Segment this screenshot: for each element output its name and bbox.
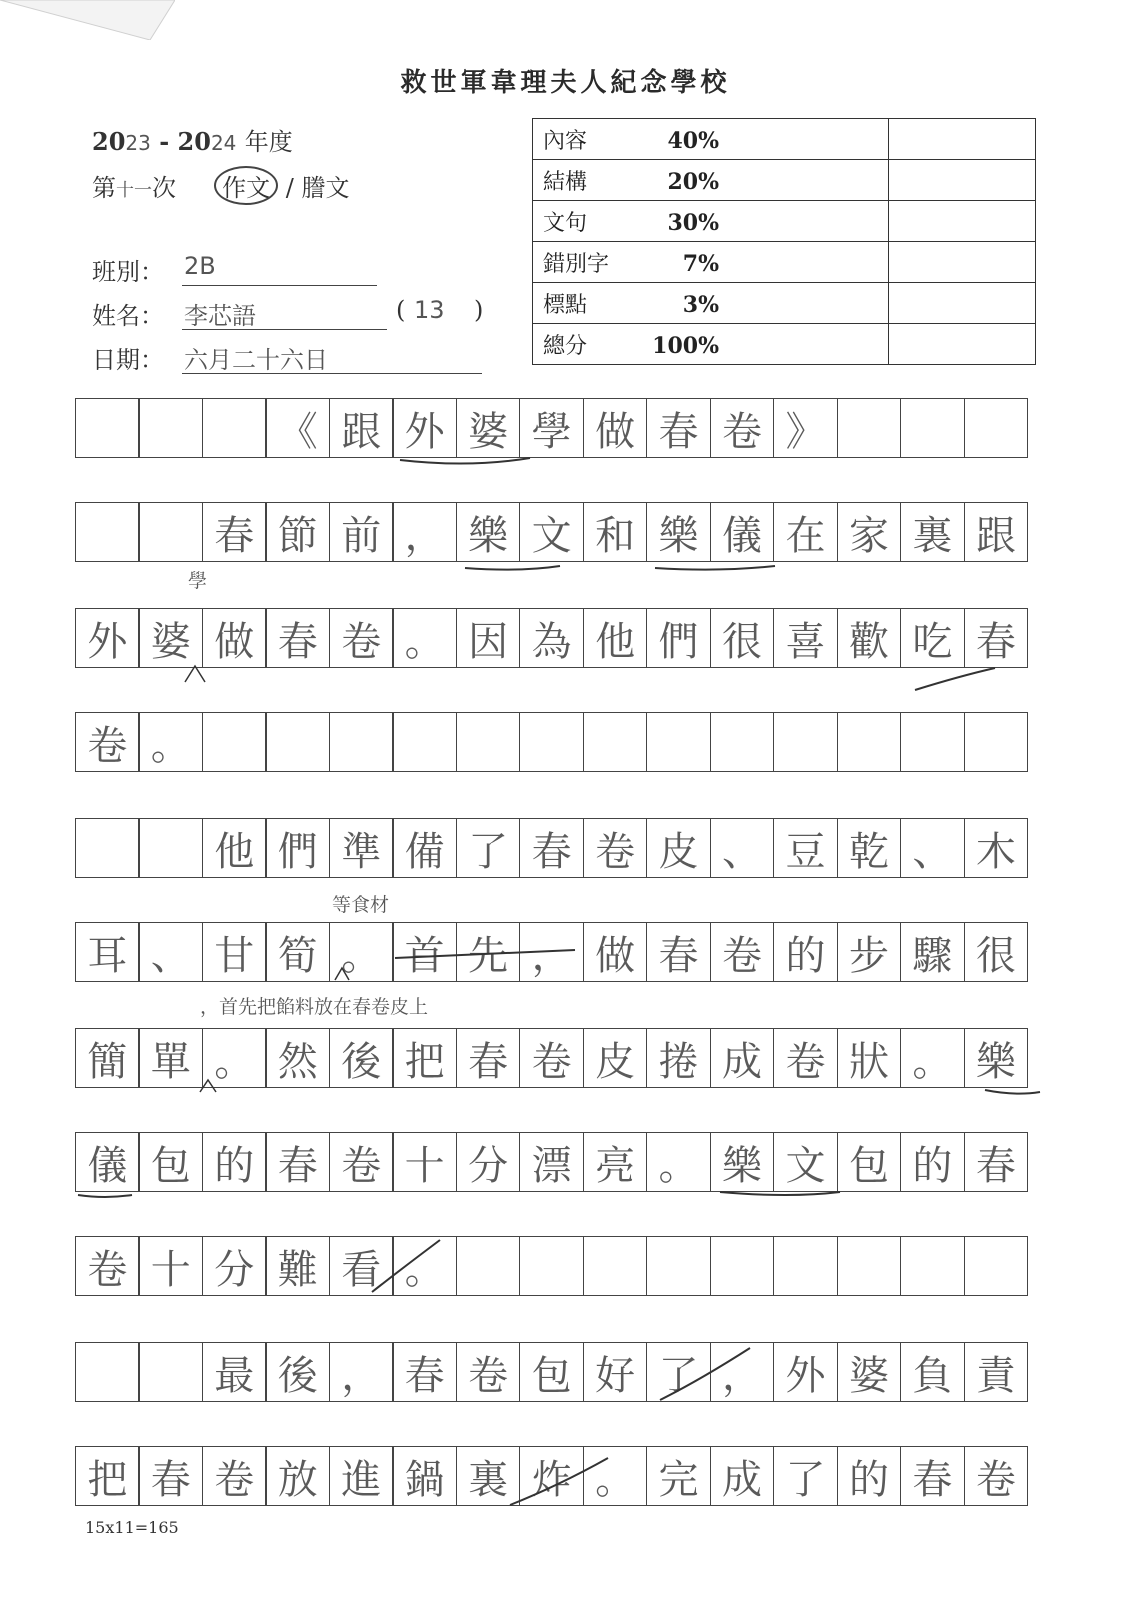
grid-cell	[138, 398, 203, 458]
grid-cell: 春	[964, 1132, 1029, 1192]
grid-row	[75, 1028, 1028, 1088]
grid-cell: 先	[456, 922, 521, 982]
insertion-note-materials: 等食材	[332, 894, 390, 916]
grid-cell	[456, 1236, 521, 1296]
grid-cell: 《	[265, 398, 330, 458]
rubric-row	[533, 324, 1036, 365]
tick-mark	[915, 668, 995, 690]
grid-cell: 最	[202, 1342, 267, 1402]
grid-cell: 卷	[456, 1342, 521, 1402]
underline-mark	[720, 1192, 840, 1195]
grid-cell	[392, 712, 457, 772]
grid-cell: 。	[329, 922, 394, 982]
grid-cell	[583, 712, 648, 772]
grid-cell	[138, 818, 203, 878]
grid-row	[75, 1342, 1028, 1402]
grid-cell: 分	[202, 1236, 267, 1296]
grid-cell: 們	[646, 608, 711, 668]
grid-row	[75, 922, 1028, 982]
grid-cell: 樂	[710, 1132, 775, 1192]
rubric-weight: 40%	[667, 127, 719, 154]
grid-cell: 做	[583, 398, 648, 458]
grid-cell: 儀	[710, 502, 775, 562]
grid-cell: 。	[138, 712, 203, 772]
grid-cell: 好	[583, 1342, 648, 1402]
underline-mark	[400, 458, 530, 464]
grid-cell: 亮	[583, 1132, 648, 1192]
grid-cell: 。	[392, 608, 457, 668]
round-number: 十一	[116, 180, 152, 201]
grid-cell: 十	[138, 1236, 203, 1296]
grid-cell: 後	[329, 1028, 394, 1088]
grid-cell: 卷	[773, 1028, 838, 1088]
grid-cell: 做	[202, 608, 267, 668]
grid-cell: 備	[392, 818, 457, 878]
name-underline	[182, 329, 387, 330]
grid-cell: 看	[329, 1236, 394, 1296]
grid-cell: 樂	[456, 502, 521, 562]
rubric-row	[533, 201, 1036, 242]
grid-cell: 春	[265, 1132, 330, 1192]
grid-cell	[964, 712, 1029, 772]
grid-cell: 很	[964, 922, 1029, 982]
grid-cell: ，	[710, 1342, 775, 1402]
grid-cell: 外	[75, 608, 140, 668]
grid-row	[75, 1236, 1028, 1296]
grid-cell: 卷	[583, 818, 648, 878]
grid-cell	[900, 1236, 965, 1296]
grid-cell	[773, 1236, 838, 1296]
grid-cell: 春	[646, 398, 711, 458]
marking-rubric	[532, 118, 1036, 365]
grid-cell	[837, 398, 902, 458]
date-label: 日期：	[92, 346, 164, 374]
grid-cell: 喜	[773, 608, 838, 668]
grid-cell: 然	[265, 1028, 330, 1088]
underline-mark	[465, 566, 560, 570]
year-end-print: 20	[177, 127, 211, 156]
number-open: (	[396, 296, 406, 324]
grid-cell: 春	[202, 502, 267, 562]
grid-cell	[837, 1236, 902, 1296]
grid-cell: 春	[964, 608, 1029, 668]
name-field	[92, 296, 512, 330]
grid-row	[75, 608, 1028, 668]
type-composition-circled: 作文	[214, 166, 278, 205]
grid-cell	[519, 1236, 584, 1296]
grid-cell	[710, 1236, 775, 1296]
insertion-note-xue: 學	[188, 570, 208, 592]
rubric-score-box	[889, 201, 1036, 242]
grid-cell: 外	[773, 1342, 838, 1402]
grid-cell: 皮	[583, 1028, 648, 1088]
grid-cell: 成	[710, 1446, 775, 1506]
grid-cell: 了	[773, 1446, 838, 1506]
grid-row	[75, 818, 1028, 878]
grid-cell: 和	[583, 502, 648, 562]
grid-cell: 卷	[329, 1132, 394, 1192]
underline-mark	[78, 1195, 132, 1197]
rubric-weight: 7%	[682, 250, 719, 277]
grid-cell: 歡	[837, 608, 902, 668]
number-close: )	[474, 296, 484, 324]
round-suffix: 次	[152, 174, 176, 202]
rubric-score-box	[889, 119, 1036, 160]
grid-cell: 婆	[138, 608, 203, 668]
underline-mark	[985, 1090, 1040, 1094]
grid-cell: 木	[964, 818, 1029, 878]
grid-cell: 婆	[837, 1342, 902, 1402]
class-label: 班別：	[92, 258, 164, 286]
grid-row	[75, 398, 1028, 458]
class-value: 2B	[184, 252, 216, 280]
rubric-score-box	[889, 160, 1036, 201]
grid-cell: 的	[900, 1132, 965, 1192]
grid-cell: 節	[265, 502, 330, 562]
rubric-item	[533, 242, 889, 283]
grid-row	[75, 712, 1028, 772]
grid-cell: 們	[265, 818, 330, 878]
grid-cell: 很	[710, 608, 775, 668]
grid-cell: 進	[329, 1446, 394, 1506]
grid-cell: 鍋	[392, 1446, 457, 1506]
grid-row	[75, 502, 1028, 562]
grid-cell	[265, 712, 330, 772]
grid-cell: 春	[392, 1342, 457, 1402]
grid-cell: 把	[75, 1446, 140, 1506]
grid-cell: 春	[519, 818, 584, 878]
rubric-row	[533, 283, 1036, 324]
rubric-weight: 30%	[667, 209, 719, 236]
grid-cell: 為	[519, 608, 584, 668]
grid-cell: 把	[392, 1028, 457, 1088]
underline-mark	[655, 566, 775, 570]
grid-cell: ，	[392, 502, 457, 562]
grid-cell: 他	[583, 608, 648, 668]
grid-row	[75, 1132, 1028, 1192]
class-underline	[182, 285, 377, 286]
name-label: 姓名：	[92, 302, 164, 330]
grid-cell: 春	[900, 1446, 965, 1506]
grid-cell	[138, 502, 203, 562]
grid-cell: 前	[329, 502, 394, 562]
grid-cell: 、	[710, 818, 775, 878]
rubric-row	[533, 242, 1036, 283]
grid-cell: 卷	[519, 1028, 584, 1088]
grid-cell: 春	[138, 1446, 203, 1506]
grid-cell: 學	[519, 398, 584, 458]
school-year: 2023 - 2024 年度	[92, 127, 293, 156]
grid-cell	[583, 1236, 648, 1296]
rubric-item	[533, 201, 889, 242]
grid-cell: 後	[265, 1342, 330, 1402]
grid-cell	[138, 1342, 203, 1402]
grid-cell: 放	[265, 1446, 330, 1506]
grid-cell: 簡	[75, 1028, 140, 1088]
grid-cell: 樂	[964, 1028, 1029, 1088]
grid-cell: 吃	[900, 608, 965, 668]
rubric-label: 錯別字	[543, 251, 610, 277]
grid-cell: 包	[519, 1342, 584, 1402]
grid-cell	[456, 712, 521, 772]
rubric-item	[533, 119, 889, 160]
grid-cell: 分	[456, 1132, 521, 1192]
grid-cell: 單	[138, 1028, 203, 1088]
grid-cell: 裏	[456, 1446, 521, 1506]
grid-cell	[964, 1236, 1029, 1296]
grid-cell	[710, 712, 775, 772]
rubric-score-box	[889, 324, 1036, 365]
type-separator: /	[285, 174, 294, 202]
grid-cell: 。	[900, 1028, 965, 1088]
grid-cell: 卷	[75, 1236, 140, 1296]
grid-cell: 文	[519, 502, 584, 562]
grid-cell: 耳	[75, 922, 140, 982]
rubric-item	[533, 160, 889, 201]
school-name: 救世軍韋理夫人紀念學校	[400, 68, 731, 98]
grid-cell: 乾	[837, 818, 902, 878]
grid-cell	[900, 398, 965, 458]
grid-cell: 漂	[519, 1132, 584, 1192]
grid-cell	[900, 712, 965, 772]
grid-cell	[646, 712, 711, 772]
grid-cell: 十	[392, 1132, 457, 1192]
grid-cell: 樂	[646, 502, 711, 562]
grid-cell: 因	[456, 608, 521, 668]
grid-cell: 難	[265, 1236, 330, 1296]
grid-cell: 卷	[329, 608, 394, 668]
rubric-label: 結構	[543, 169, 588, 195]
grid-cell	[329, 712, 394, 772]
grid-cell	[202, 712, 267, 772]
rubric-item	[533, 283, 889, 324]
grid-cell: 。	[202, 1028, 267, 1088]
grid-cell: 完	[646, 1446, 711, 1506]
grid-cell	[773, 712, 838, 772]
grid-cell: 家	[837, 502, 902, 562]
grid-cell: 春	[265, 608, 330, 668]
rubric-score-box	[889, 283, 1036, 324]
date-value: 六月二十六日	[184, 346, 328, 374]
grid-cell: 跟	[964, 502, 1029, 562]
year-suffix: 年度	[244, 128, 293, 156]
grid-cell: 狀	[837, 1028, 902, 1088]
grid-cell: 卷	[75, 712, 140, 772]
year-end-handwritten: 24	[210, 131, 237, 155]
grid-cell: 跟	[329, 398, 394, 458]
grid-cell: 炸	[519, 1446, 584, 1506]
rubric-weight: 3%	[682, 291, 719, 318]
caret-mark	[185, 666, 205, 682]
year-start-handwritten: 23	[125, 131, 151, 155]
grid-cell: 春	[646, 922, 711, 982]
grid-cell: 做	[583, 922, 648, 982]
grid-cell: 了	[646, 1342, 711, 1402]
grid-cell	[75, 818, 140, 878]
round-line	[92, 166, 350, 205]
grid-cell: 準	[329, 818, 394, 878]
grid-cell: 文	[773, 1132, 838, 1192]
class-field	[92, 252, 312, 286]
grid-cell: 的	[202, 1132, 267, 1192]
grid-cell: 。	[392, 1236, 457, 1296]
grid-cell: 包	[837, 1132, 902, 1192]
grid-cell: 婆	[456, 398, 521, 458]
grid-cell: 步	[837, 922, 902, 982]
grid-cell: 在	[773, 502, 838, 562]
rubric-weight: 100%	[652, 332, 719, 359]
grid-cell: 。	[583, 1446, 648, 1506]
grid-cell: 卷	[964, 1446, 1029, 1506]
grid-cell: 、	[138, 922, 203, 982]
grid-cell	[75, 1342, 140, 1402]
rubric-label: 總分	[543, 333, 588, 359]
grid-cell: ，	[329, 1342, 394, 1402]
grid-cell: 甘	[202, 922, 267, 982]
grid-cell: 筍	[265, 922, 330, 982]
date-underline	[182, 373, 482, 374]
rubric-row	[533, 160, 1036, 201]
grid-cell: 外	[392, 398, 457, 458]
grid-cell: 的	[837, 1446, 902, 1506]
grid-cell	[75, 502, 140, 562]
name-value: 李芯語	[184, 302, 256, 330]
grid-cell: 卷	[202, 1446, 267, 1506]
insertion-note-filling: ，首先把餡料放在春卷皮上	[200, 996, 429, 1018]
grid-cell: 春	[456, 1028, 521, 1088]
folded-corner	[0, 0, 175, 40]
grid-cell: 。	[646, 1132, 711, 1192]
grid-cell: 他	[202, 818, 267, 878]
rubric-label: 文句	[543, 210, 588, 236]
grid-cell	[837, 712, 902, 772]
grid-cell: 裏	[900, 502, 965, 562]
grid-cell: 卷	[710, 398, 775, 458]
grid-size-note: 15x11=165	[85, 1518, 179, 1537]
grid-cell: 首	[392, 922, 457, 982]
rubric-item	[533, 324, 889, 365]
round-prefix: 第	[92, 174, 116, 202]
grid-cell: 豆	[773, 818, 838, 878]
year-start-print: 20	[92, 127, 126, 156]
grid-cell	[202, 398, 267, 458]
date-field	[92, 340, 512, 374]
grid-cell	[75, 398, 140, 458]
grid-cell	[964, 398, 1029, 458]
grid-cell	[646, 1236, 711, 1296]
grid-cell: 了	[456, 818, 521, 878]
grid-cell: 的	[773, 922, 838, 982]
rubric-row	[533, 119, 1036, 160]
grid-cell: 、	[900, 818, 965, 878]
grid-row	[75, 1446, 1028, 1506]
grid-cell: 儀	[75, 1132, 140, 1192]
rubric-label: 標點	[543, 292, 588, 318]
grid-cell: 皮	[646, 818, 711, 878]
grid-cell: 捲	[646, 1028, 711, 1088]
rubric-label: 內容	[543, 128, 588, 154]
grid-cell: 驟	[900, 922, 965, 982]
grid-cell: ，	[519, 922, 584, 982]
grid-cell: 》	[773, 398, 838, 458]
rubric-score-box	[889, 242, 1036, 283]
grid-cell: 責	[964, 1342, 1029, 1402]
student-number: 13	[414, 296, 445, 324]
grid-cell: 成	[710, 1028, 775, 1088]
grid-cell	[519, 712, 584, 772]
grid-cell: 負	[900, 1342, 965, 1402]
rubric-weight: 20%	[667, 168, 719, 195]
type-transcription: 謄文	[301, 174, 350, 202]
grid-cell: 包	[138, 1132, 203, 1192]
grid-cell: 卷	[710, 922, 775, 982]
